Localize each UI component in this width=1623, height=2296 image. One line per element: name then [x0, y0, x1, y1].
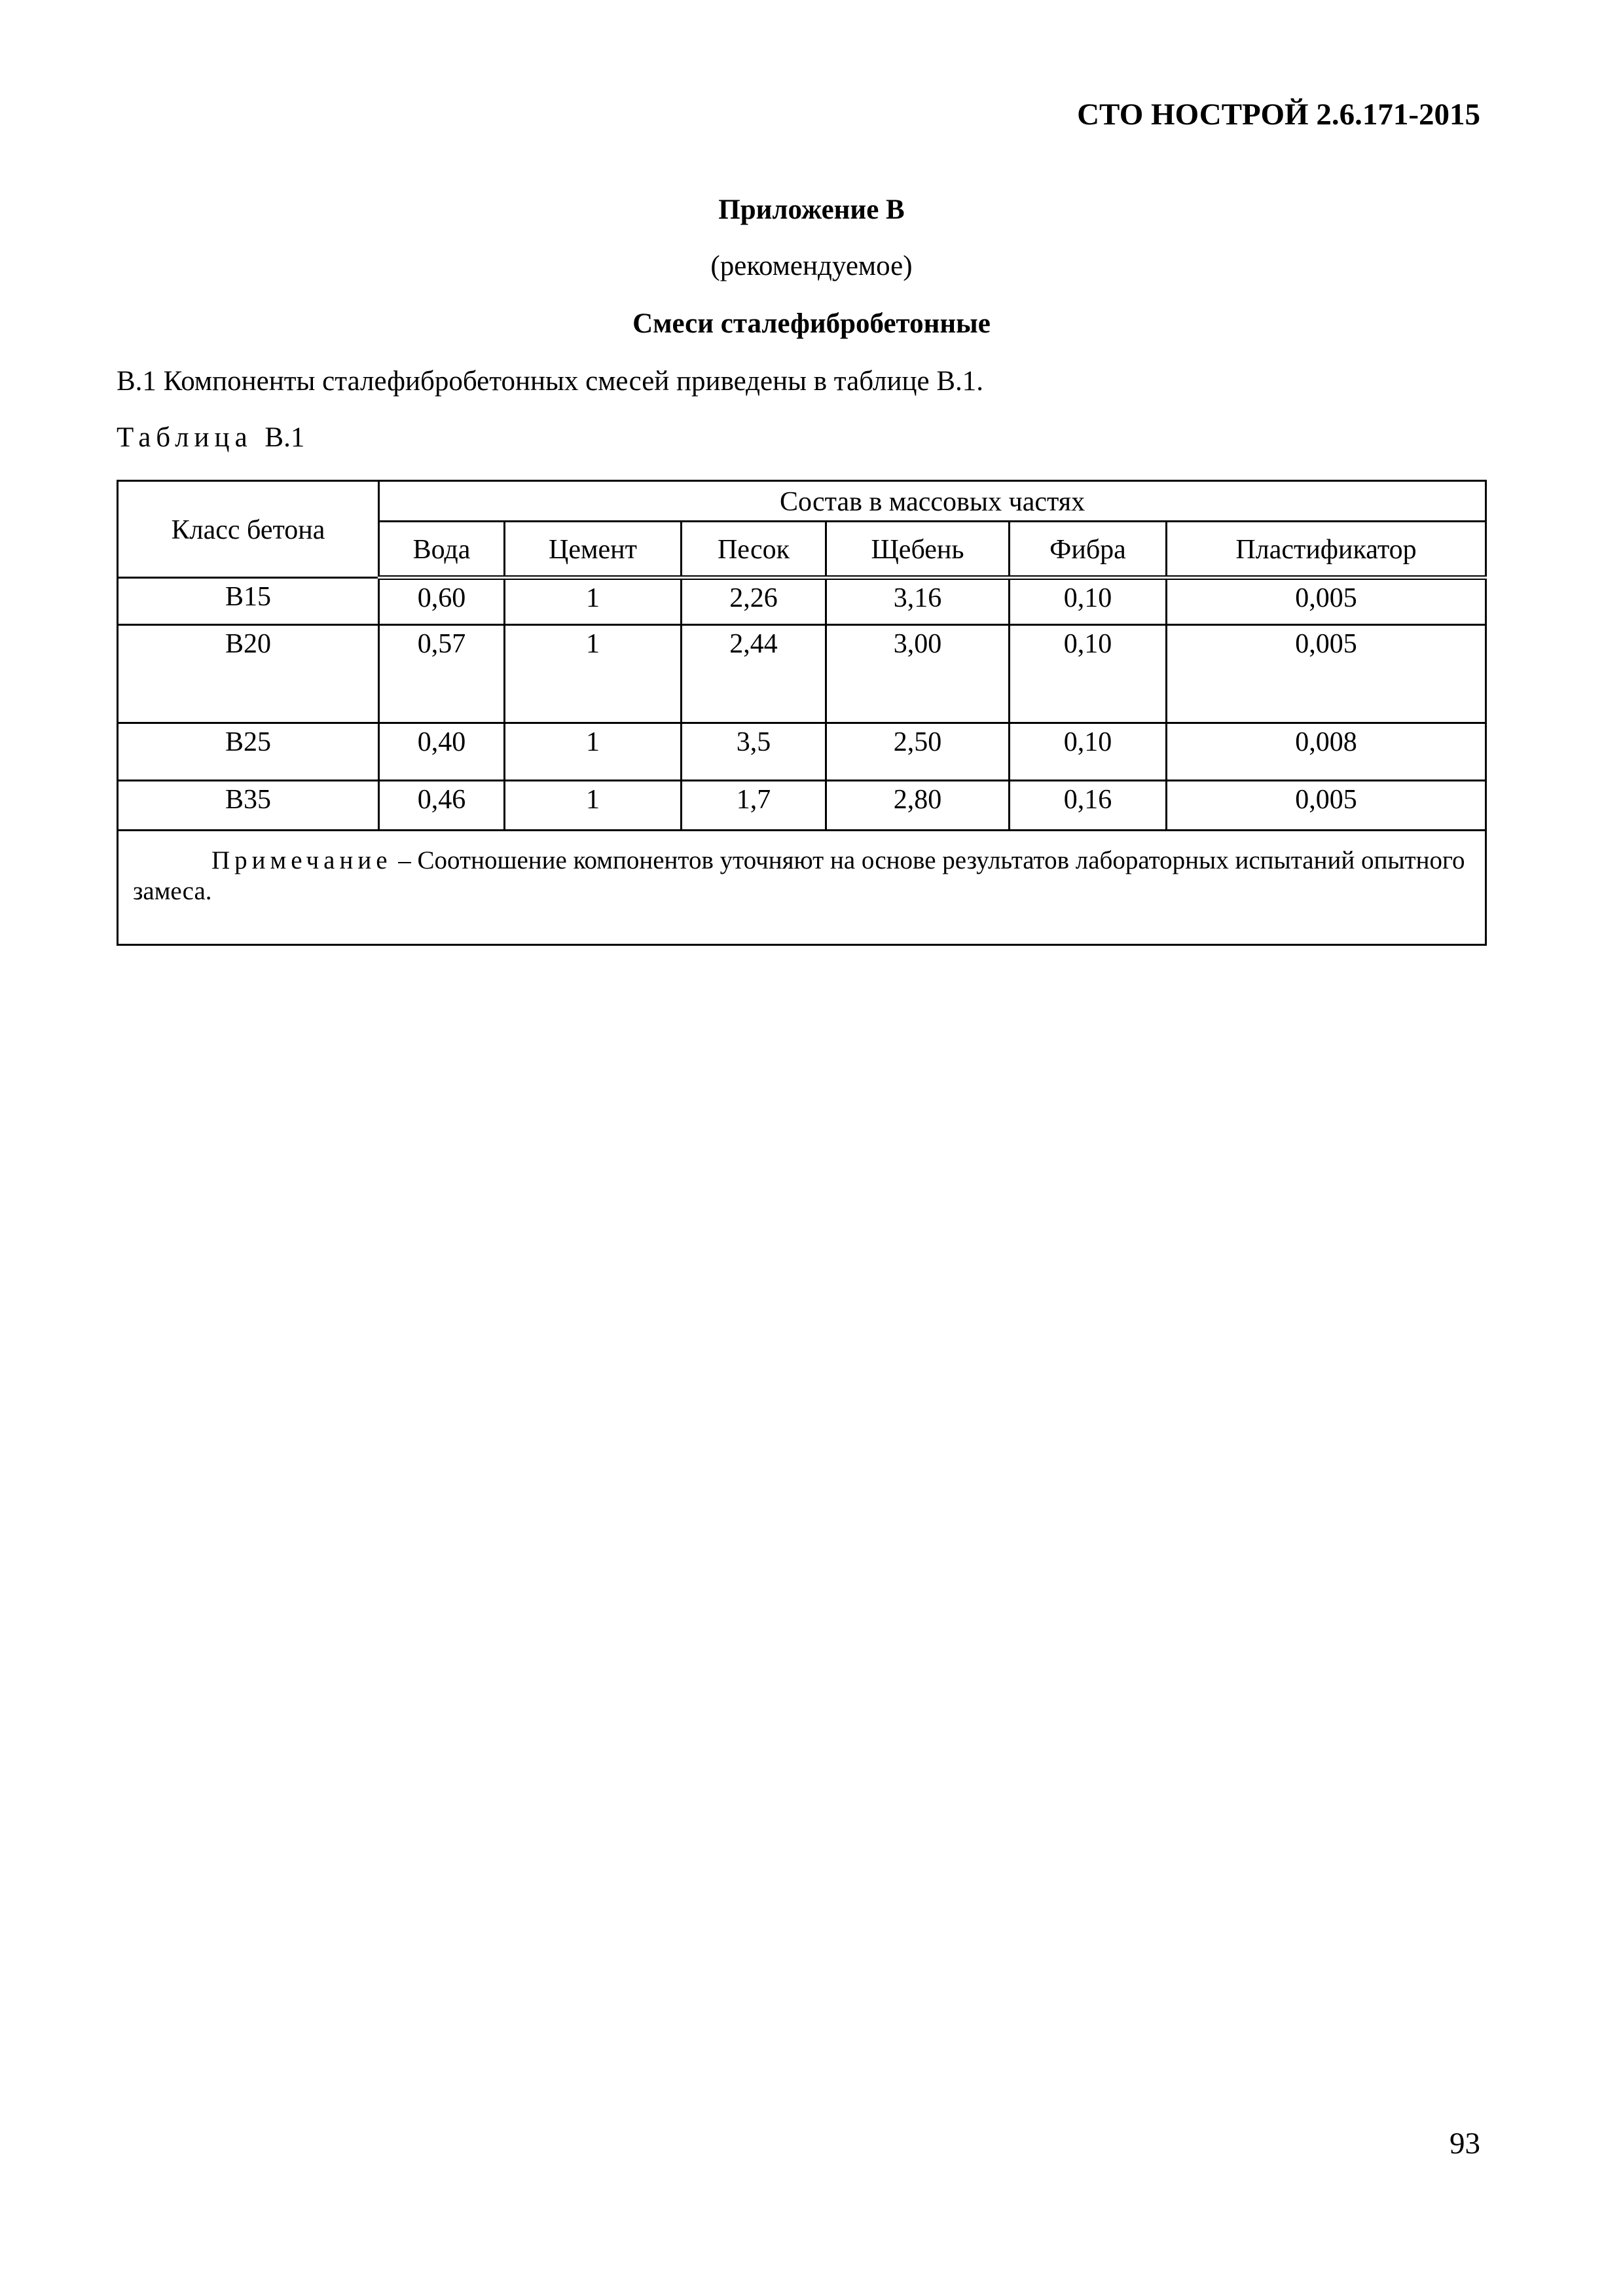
table-row — [118, 781, 1486, 831]
cell-water: 0,40 — [379, 723, 505, 781]
cell-plasticizer: 0,005 — [1167, 781, 1486, 831]
table-caption-label: Таблица — [117, 422, 253, 453]
cell-fiber: 0,16 — [1010, 781, 1167, 831]
cell-plasticizer: 0,005 — [1167, 578, 1486, 625]
header-concrete-class: Класс бетона — [118, 481, 379, 578]
cell-crushed-stone: 3,16 — [826, 578, 1010, 625]
cell-crushed-stone: 3,00 — [826, 625, 1010, 723]
cell-water: 0,46 — [379, 781, 505, 831]
header-cement: Цемент — [505, 522, 682, 578]
note-label: Примечание — [211, 846, 392, 874]
table-caption-number: В.1 — [264, 422, 305, 453]
cell-plasticizer: 0,005 — [1167, 625, 1486, 723]
cell-crushed-stone: 2,80 — [826, 781, 1010, 831]
cell-cement: 1 — [505, 723, 682, 781]
cell-water: 0,60 — [379, 578, 505, 625]
appendix-title: Приложение В — [718, 194, 905, 225]
cell-class: В25 — [118, 723, 379, 781]
document-code: СТО НОСТРОЙ 2.6.171-2015 — [1077, 98, 1480, 132]
cell-water: 0,57 — [379, 625, 505, 723]
cell-crushed-stone: 2,50 — [826, 723, 1010, 781]
header-plasticizer: Пластификатор — [1167, 522, 1486, 578]
table-row — [118, 723, 1486, 781]
header-crushed-stone: Щебень — [826, 522, 1010, 578]
table-row — [118, 578, 1486, 625]
cell-fiber: 0,10 — [1010, 578, 1167, 625]
cell-fiber: 0,10 — [1010, 723, 1167, 781]
cell-sand: 2,26 — [682, 578, 826, 625]
cell-sand: 1,7 — [682, 781, 826, 831]
header-fiber: Фибра — [1010, 522, 1167, 578]
section-title: Смеси сталефибробетонные — [632, 308, 991, 339]
table-note-row — [118, 831, 1486, 945]
table-note — [118, 831, 1486, 945]
header-composition: Состав в массовых частях — [379, 481, 1486, 522]
cell-cement: 1 — [505, 578, 682, 625]
header-sand: Песок — [682, 522, 826, 578]
cell-class: В35 — [118, 781, 379, 831]
cell-sand: 3,5 — [682, 723, 826, 781]
table-caption — [117, 422, 304, 454]
table-row — [118, 625, 1486, 723]
cell-sand: 2,44 — [682, 625, 826, 723]
note-text: – Соотношение компонентов уточняют на основе результатов лабораторных испытаний опытного замеса. — [133, 846, 1465, 905]
cell-fiber: 0,10 — [1010, 625, 1167, 723]
cell-class: В20 — [118, 625, 379, 723]
header-water: Вода — [379, 522, 505, 578]
cell-class: В15 — [118, 578, 379, 625]
appendix-subtitle: (рекомендуемое) — [710, 251, 913, 281]
cell-cement: 1 — [505, 781, 682, 831]
intro-paragraph: В.1 Компоненты сталефибробетонных смесей приведены в таблице В.1. — [117, 366, 984, 397]
cell-plasticizer: 0,008 — [1167, 723, 1486, 781]
components-table — [117, 480, 1487, 946]
page-number: 93 — [1450, 2126, 1480, 2161]
cell-cement: 1 — [505, 625, 682, 723]
